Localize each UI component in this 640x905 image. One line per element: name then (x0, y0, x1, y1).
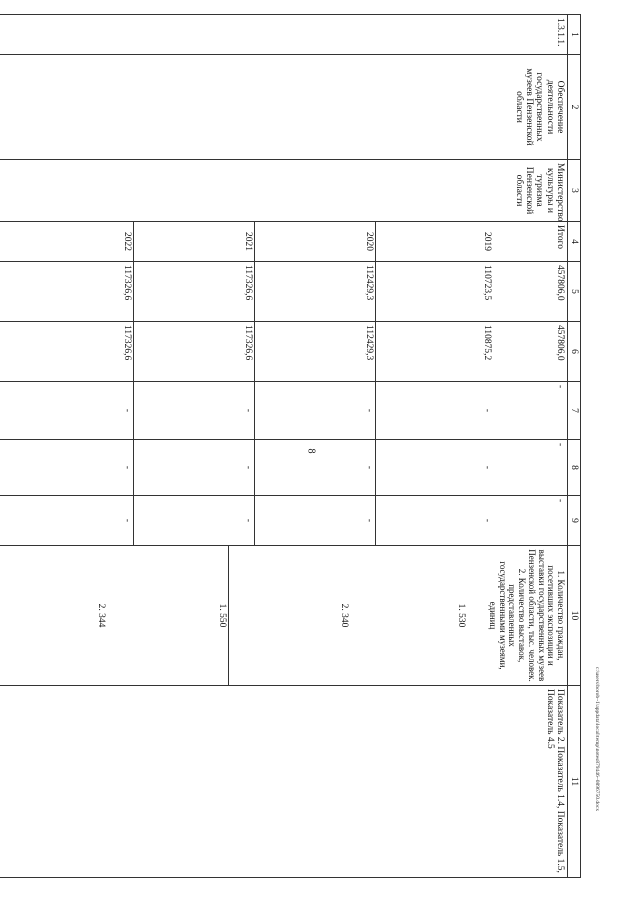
year-cell: 2022 (16, 222, 133, 261)
measure-name: Обеспечение деятельности государственных музеев Пензенской области (0, 55, 568, 160)
year-values (16, 262, 493, 321)
year-cell: 2019 (482, 232, 492, 251)
value-cell: 110723,5 (482, 265, 492, 301)
col-header: 8 (568, 440, 581, 496)
col-header: 6 (568, 322, 581, 382)
year-cell: 2021 (133, 222, 254, 261)
year-cell: 2020 (255, 222, 376, 261)
year-list (16, 222, 493, 261)
column-number-row (568, 15, 581, 878)
col-header: 3 (568, 160, 581, 222)
value-cell: 117326,6 (16, 262, 133, 321)
col-header: 7 (568, 382, 581, 440)
col-header: 9 (568, 496, 581, 546)
dash-cell: - (16, 496, 133, 545)
executor: Министерство культуры и туризма Пензенской области (0, 160, 568, 222)
footer-file-path: c:\users\borob~1\appdata\local\temp\notes879446~0896750.docx (594, 666, 600, 812)
dash-cell: - (133, 440, 254, 495)
dash-cell: - (555, 443, 565, 447)
table-viewport (95, 14, 581, 877)
dash-cell: - (16, 440, 133, 495)
year-values (16, 322, 493, 381)
dash-cell: - (133, 496, 254, 545)
value-cell: 117326,6 (133, 322, 254, 381)
indicator-value: 1. 530 (456, 603, 466, 628)
dash-cell: - (482, 518, 492, 523)
value-cell: 112429,3 (255, 322, 376, 381)
dash-cell: - (555, 499, 565, 503)
value-cell: 112429,3 (255, 262, 376, 321)
program-table (0, 14, 581, 878)
rotated-table-wrapper (95, 14, 581, 877)
indicator-value: 2. 344 (95, 603, 106, 628)
col-header: 5 (568, 262, 581, 322)
value-cell: 117326,6 (133, 262, 254, 321)
row-number: 1.3.1.1. (0, 15, 568, 55)
dash-cell: - (255, 496, 376, 545)
page-number: 8 (305, 448, 317, 454)
indicator-values (0, 546, 467, 685)
col-header: 1 (568, 15, 581, 55)
total-value: 457806,0 (555, 325, 565, 361)
total-label: Итого (555, 225, 565, 250)
indicator-value: 1. 550 (107, 546, 229, 685)
dash-cell: - (555, 385, 565, 389)
indicator-text: 1. Количество граждан, посетивших экспозиции и выставки государственных музеев Пензенской области, тыс. человек. 2. Количество выставок, представленных государственными музеями, единиц (487, 549, 566, 682)
col-header: 2 (568, 55, 581, 160)
col-header: 10 (568, 546, 581, 686)
dash-cell: - (482, 465, 492, 470)
value-cell: 110875,2 (482, 325, 492, 361)
target-indicator: Показатель 2. Показатель 1.4, Показатель 1.5, Показатель 4.5 (0, 686, 568, 878)
dash-cell: - (16, 382, 133, 439)
dash-cell: - (255, 382, 376, 439)
total-value: 457806,0 (555, 265, 565, 301)
indicator-value: 2. 340 (339, 603, 350, 628)
col-header: 11 (568, 686, 581, 878)
table-row (0, 15, 568, 878)
dash-cell: - (255, 440, 376, 495)
col-header: 4 (568, 222, 581, 262)
dash-cell: - (482, 408, 492, 413)
value-cell: 117326,6 (16, 322, 133, 381)
dash-cell: - (133, 382, 254, 439)
